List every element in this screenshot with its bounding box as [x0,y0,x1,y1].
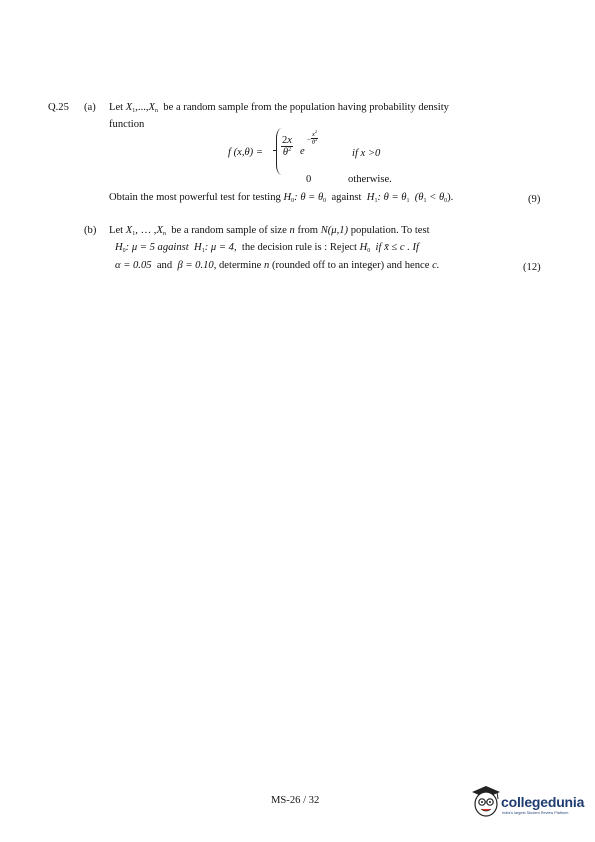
part-b-line3: α = 0.05 and β = 0.10, determine n (rounded off to an integer) and hence c. [115,260,440,271]
part-b-line1: Let $X_1$, … $,X_n$ be a random sample of size n from N(μ,1) population. To test [109,225,430,237]
logo-tagline: India's largest Student Review Platform [502,811,569,815]
density-exp-minus: − [307,136,311,144]
mascot-icon [470,783,502,819]
part-b-label: (b) [84,225,97,236]
case2-condition: otherwise. [348,174,392,185]
case1-condition: if x >0 [352,148,381,159]
page-code: MS-26 / 32 [271,795,320,806]
part-b-line2: $H_0$: μ = 5 against $H_1$: μ = 4, the decision rule is : Reject $H_0$ if x̄ ≤ c . If [115,242,419,254]
collegedunia-logo [470,783,590,823]
part-a-intro: Let $X_1,...,X_n$ be a random sample from the population having probability density [109,102,449,114]
logo-name: collegedunia [501,794,585,810]
density-lhs: f (x,θ) = [228,147,263,158]
density-exponent: $x^2$ $\theta^2$ [311,129,318,146]
part-a-label: (a) [84,102,96,113]
part-a-marks: (9) [528,194,541,205]
piecewise-brace-tip [273,150,277,153]
density-fraction: $\frac{2x}{\theta^2}$ [282,135,292,158]
part-a-line2: function [109,119,145,130]
part-b-marks: (12) [523,262,541,273]
part-a-task: Obtain the most powerful test for testing $H_0$: $\theta = \theta_0$ against $H_1$: $\theta = \theta_1$ $(\theta_1 < \theta_0)$. [109,192,454,204]
case2-value: 0 [306,174,312,185]
density-exp-base: e [300,146,305,157]
question-number: Q.25 [48,102,69,113]
